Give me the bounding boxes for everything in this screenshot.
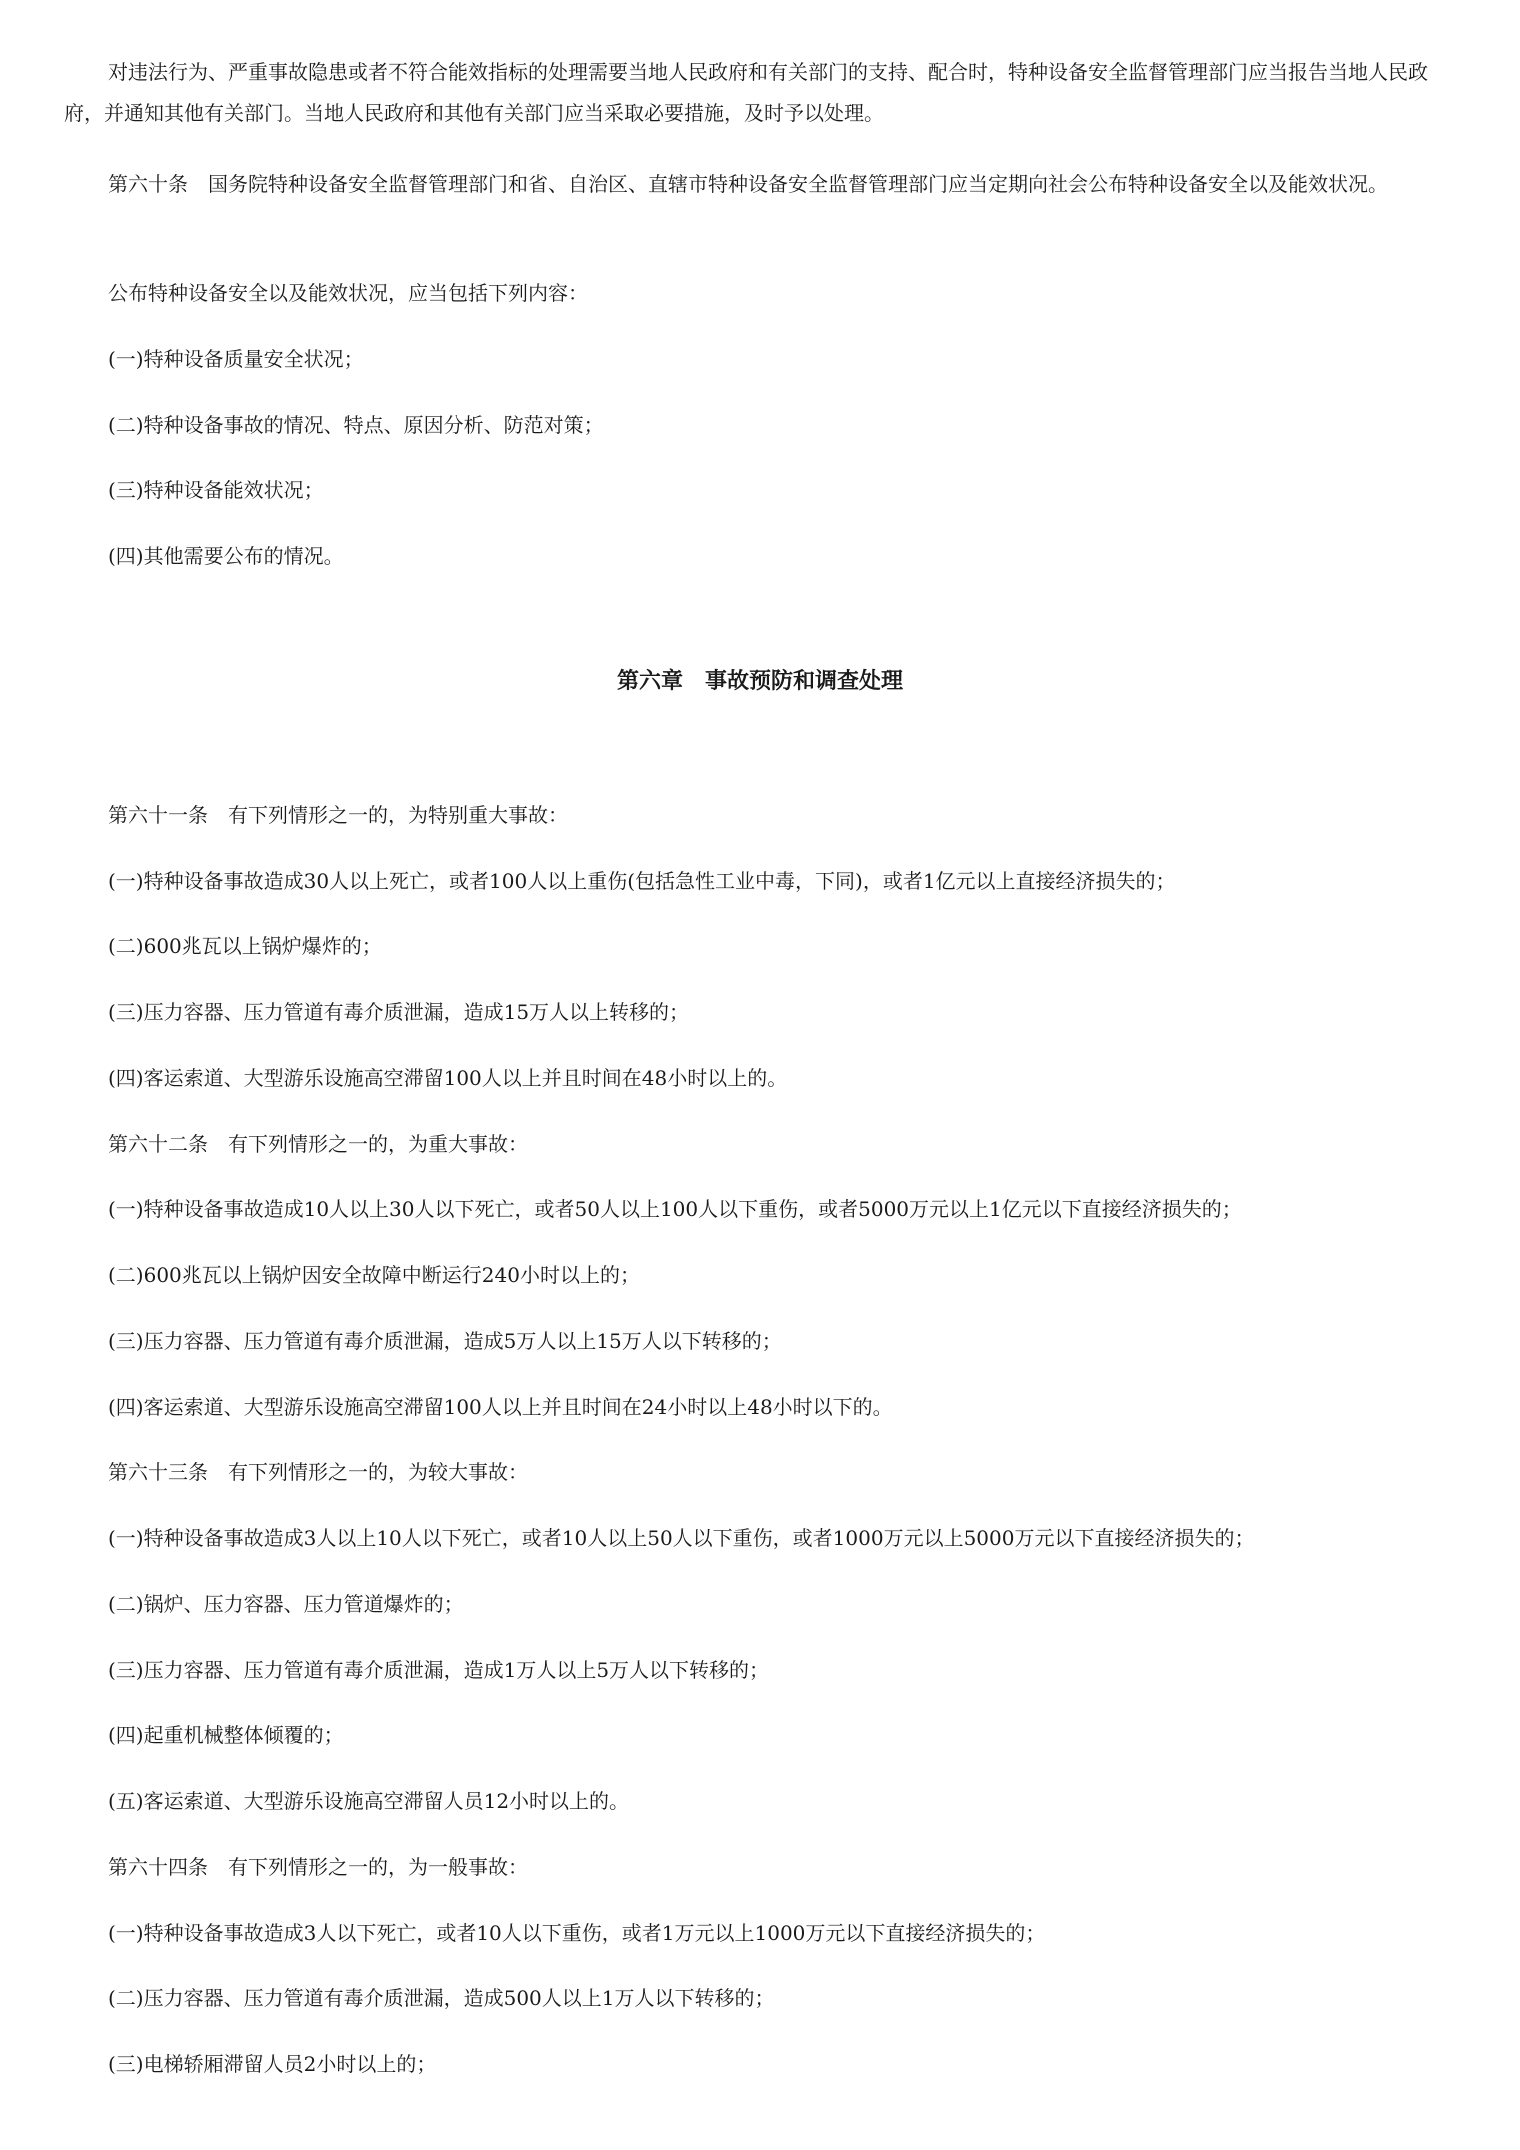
article-62-heading: 第六十二条 有下列情形之一的，为重大事故： bbox=[108, 1132, 528, 1156]
article-61-heading: 第六十一条 有下列情形之一的，为特别重大事故： bbox=[108, 803, 568, 827]
list-item: (四)起重机械整体倾覆的； bbox=[108, 1723, 344, 1747]
list-item: (一)特种设备事故造成10人以上30人以下死亡，或者50人以上100人以下重伤，或者5000万元以上1亿元以下直接经济损失的； bbox=[108, 1197, 1242, 1221]
list-item: (四)客运索道、大型游乐设施高空滞留100人以上并且时间在48小时以上的。 bbox=[108, 1066, 788, 1090]
list-item: (三)电梯轿厢滞留人员2小时以上的； bbox=[108, 2052, 437, 2076]
chapter-title: 第六章 事故预防和调查处理 bbox=[616, 669, 903, 694]
list-item: (一)特种设备事故造成3人以上10人以下死亡，或者10人以上50人以下重伤，或者1000万元以上5000万元以下直接经济损失的； bbox=[108, 1526, 1255, 1550]
article-60: 第六十条 国务院特种设备安全监督管理部门和省、自治区、直辖市特种设备安全监督管理部门应当定期向社会公布特种设备安全以及能效状况。 bbox=[108, 172, 1388, 196]
list-item: (三)压力容器、压力管道有毒介质泄漏，造成1万人以上5万人以下转移的； bbox=[108, 1658, 770, 1682]
list-item: (四)客运索道、大型游乐设施高空滞留100人以上并且时间在24小时以上48小时以下的。 bbox=[108, 1395, 893, 1419]
article-60-lead: 公布特种设备安全以及能效状况，应当包括下列内容： bbox=[108, 281, 588, 305]
article-63-heading: 第六十三条 有下列情形之一的，为较大事故： bbox=[108, 1460, 528, 1484]
list-item: (一)特种设备事故造成30人以上死亡，或者100人以上重伤(包括急性工业中毒，下同)，或者1亿元以上直接经济损失的； bbox=[108, 869, 1176, 893]
list-item: (三)压力容器、压力管道有毒介质泄漏，造成5万人以上15万人以下转移的； bbox=[108, 1329, 782, 1353]
list-item: (二)600兆瓦以上锅炉因安全故障中断运行240小时以上的； bbox=[108, 1263, 640, 1287]
list-item: (二)锅炉、压力容器、压力管道爆炸的； bbox=[108, 1592, 464, 1616]
list-item: (五)客运索道、大型游乐设施高空滞留人员12小时以上的。 bbox=[108, 1789, 630, 1813]
list-item: (四)其他需要公布的情况。 bbox=[108, 544, 344, 568]
list-item: (二)特种设备事故的情况、特点、原因分析、防范对策； bbox=[108, 413, 604, 437]
list-item: (二)600兆瓦以上锅炉爆炸的； bbox=[108, 934, 382, 958]
intro-paragraph: 对违法行为、严重事故隐患或者不符合能效指标的处理需要当地人民政府和有关部门的支持、配合时，特种设备安全监督管理部门应当报告当地人民政府，并通知其他有关部门。当地人民政府和其他有关部门应当采取必要措施，及时予以处理。 bbox=[64, 60, 1428, 125]
list-item: (一)特种设备质量安全状况； bbox=[108, 347, 364, 371]
list-item: (一)特种设备事故造成3人以下死亡，或者10人以下重伤，或者1万元以上1000万元以下直接经济损失的； bbox=[108, 1921, 1046, 1945]
list-item: (二)压力容器、压力管道有毒介质泄漏，造成500人以上1万人以下转移的； bbox=[108, 1986, 775, 2010]
list-item: (三)压力容器、压力管道有毒介质泄漏，造成15万人以上转移的； bbox=[108, 1000, 690, 1024]
article-64-heading: 第六十四条 有下列情形之一的，为一般事故： bbox=[108, 1855, 528, 1879]
list-item: (三)特种设备能效状况； bbox=[108, 478, 324, 502]
